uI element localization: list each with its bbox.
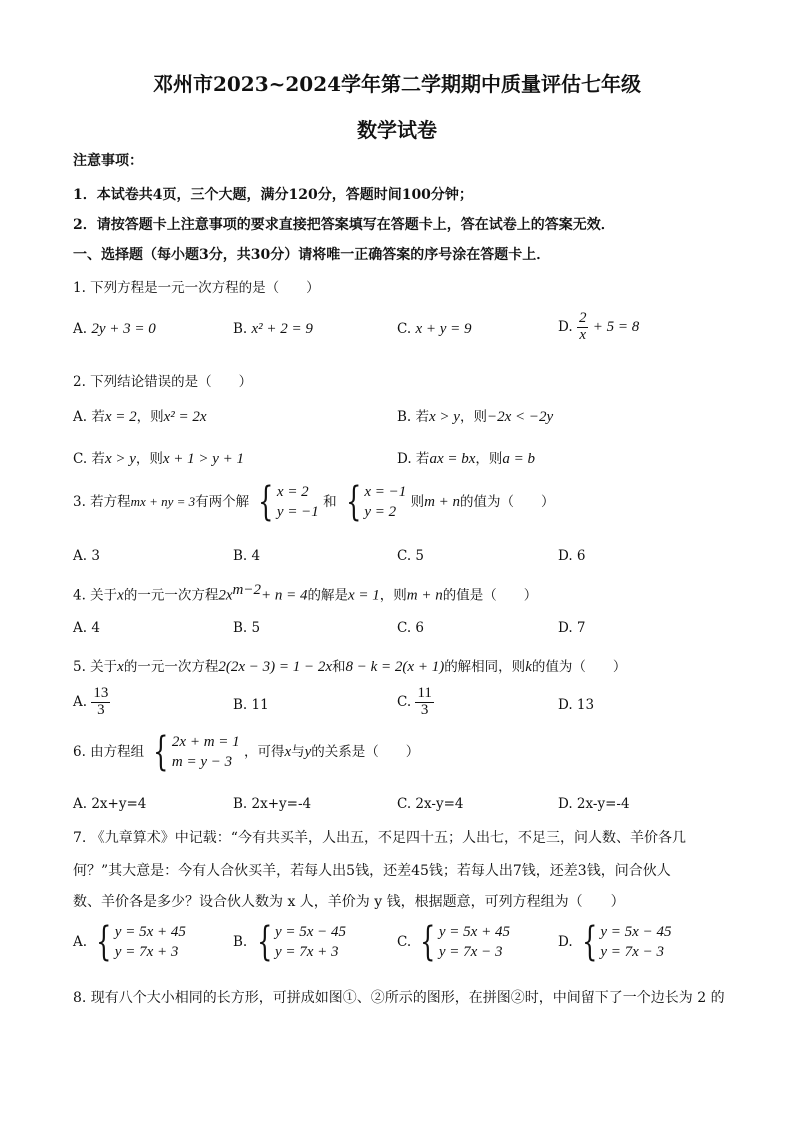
q4-option-d: D. 7 — [558, 620, 586, 636]
q1-option-c: C. x + y = 9 — [397, 321, 472, 337]
q1-stem: 1. 下列方程是一元一次方程的是（ ） — [73, 280, 320, 296]
q7-line-3: 数、羊价各是多少？设合伙人数为 x 人，羊价为 y 钱，根据题意，可列方程组为（ ） — [73, 894, 625, 910]
q6-option-a: A. 2x+y=4 — [73, 796, 147, 812]
exam-subtitle: 数学试卷 — [357, 118, 437, 142]
note-1: 1．本试卷共4页，三个大题，满分120分，答题时间100分钟； — [73, 187, 473, 203]
q7-option-b: B. { y = 5x − 45 y = 7x + 3 — [233, 919, 347, 966]
q3-stem: 3. 若方程mx + ny = 3有两个解 { x = 2 y = −1 和 { x = −1 y = 2 则m + n的值为（ ） — [73, 479, 555, 526]
q2-option-a: A. 若x = 2，则x² = 2x — [73, 409, 207, 425]
q1-option-d: D. $\frac{2}{x}$ + 5 = 8 — [558, 310, 640, 343]
q5-option-d: D. 13 — [558, 697, 595, 713]
q5-option-c: C. $\frac{11}{3}$ — [397, 685, 432, 718]
q1-option-b: B. x² + 2 = 9 — [233, 321, 313, 337]
q7-line-2: 何？”其大意是：今有人合伙买羊，若每人出5钱，还差45钱；若每人出7钱，还差3钱，问合伙人 — [73, 863, 671, 879]
exam-title: 邓州市2023~2024学年第二学期期中质量评估七年级 — [152, 72, 642, 96]
q3-option-b: B. 4 — [233, 548, 261, 564]
q6-stem: 6. 由方程组 { 2x + m = 1 m = y − 3 ，可得x与y的关系是（ ） — [73, 729, 420, 776]
note-2: 2．请按答题卡上注意事项的要求直接把答案填写在答题卡上，答在试卷上的答案无效． — [73, 217, 615, 233]
section-heading: 一、选择题（每小题3分，共30分）请将唯一正确答案的序号涂在答题卡上． — [73, 247, 551, 263]
q8-stem: 8. 现有八个大小相同的长方形，可拼成如图①、②所示的图形，在拼图②时，中间留下了一个边长为 2 的 — [73, 990, 725, 1006]
q5-stem: 5. 关于x的一元一次方程2(2x − 3) = 1 − 2x和8 − k = 2(x + 1)的解相同，则k的值为（ ） — [73, 659, 627, 675]
q4-option-c: C. 6 — [397, 620, 425, 636]
q5-option-b: B. 11 — [233, 697, 269, 713]
q4-option-b: B. 5 — [233, 620, 261, 636]
q7-option-c: C. { y = 5x + 45 y = 7x − 3 — [397, 919, 510, 966]
q3-option-c: C. 5 — [397, 548, 425, 564]
q1-option-a: A. 2y + 3 = 0 — [73, 321, 156, 337]
q2-stem: 2. 下列结论错误的是（ ） — [73, 374, 253, 390]
q2-option-b: B. 若x > y，则−2x < −2y — [397, 409, 554, 425]
notes-heading: 注意事项： — [73, 153, 143, 169]
q5-option-a: A. $\frac{13}{3}$ — [73, 685, 109, 718]
q4-stem: 4. 关于x的一元一次方程$2x^{m-2}+ n = 4$的解是x = 1，则m + n的值是（ ） — [73, 582, 538, 604]
q2-option-d: D. 若ax = bx，则a = b — [397, 451, 535, 467]
q4-option-a: A. 4 — [73, 620, 100, 636]
q3-option-a: A. 3 — [73, 548, 100, 564]
q7-line-1: 7. 《九章算术》中记载：“今有共买羊，人出五，不足四十五；人出七，不足三，问人数、羊价各几 — [73, 830, 686, 846]
q7-option-a: A. { y = 5x + 45 y = 7x + 3 — [73, 919, 186, 966]
q6-option-d: D. 2x-y=-4 — [558, 796, 630, 812]
q2-option-c: C. 若x > y，则x + 1 > y + 1 — [73, 451, 245, 467]
q3-option-d: D. 6 — [558, 548, 586, 564]
q6-option-b: B. 2x+y=-4 — [233, 796, 312, 812]
q6-option-c: C. 2x-y=4 — [397, 796, 464, 812]
q7-option-d: D. { y = 5x − 45 y = 7x − 3 — [558, 919, 672, 966]
